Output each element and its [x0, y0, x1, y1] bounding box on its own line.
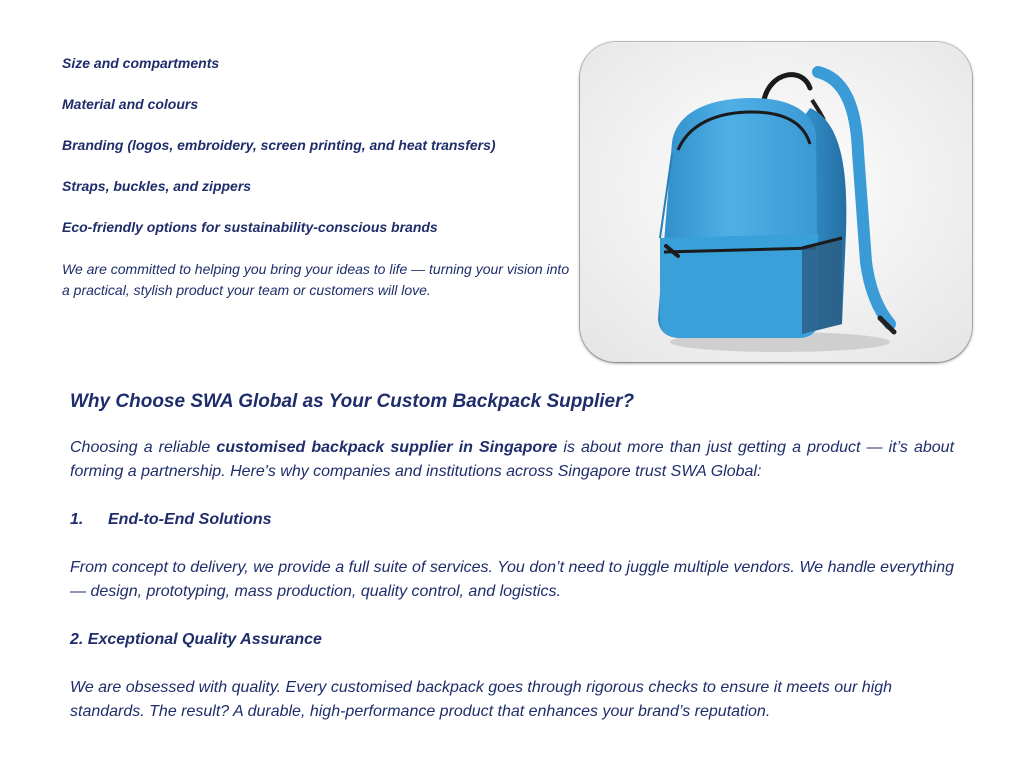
intro-text: is about more than just getting a product — it’s about forming a partnership. Here's why companies and institutions across Singapore trust SWA Global:: [70, 439, 955, 480]
section-number: 2.: [70, 631, 84, 648]
feature-item: Material and colours: [62, 96, 199, 112]
intro-highlight: customised backpack supplier in Singapore: [216, 439, 558, 456]
section-title-text: End-to-End Solutions: [108, 511, 272, 528]
feature-item: Branding (logos, embroidery, screen printing, and heat transfers): [62, 137, 496, 153]
feature-item: Straps, buckles, and zippers: [62, 178, 252, 194]
backpack-illustration: [580, 42, 972, 362]
commitment-paragraph: We are committed to helping you bring your ideas to life — turning your vision into a practical, stylish product your team or customers will love.: [62, 261, 570, 298]
main-content: [70, 388, 954, 724]
why-heading: Why Choose SWA Global as Your Custom Backpack Supplier?: [70, 391, 635, 412]
intro-paragraph: [70, 436, 954, 484]
feature-item: Size and compartments: [62, 55, 220, 71]
feature-item: Eco-friendly options for sustainability-conscious brands: [62, 219, 438, 235]
section-title-text: Exceptional Quality Assurance: [87, 631, 322, 648]
section-number: 1.: [70, 511, 84, 528]
backpack-photo: [580, 42, 972, 362]
section-title: [70, 628, 954, 652]
intro-text: Choosing a reliable: [70, 439, 217, 456]
section-body: We are obsessed with quality. Every customised backpack goes through rigorous checks to ensure it meets our high standards. The result? A durable, high-performance product that enhances your brand’s reputation.: [70, 679, 893, 720]
section-body: From concept to delivery, we provide a full suite of services. You don’t need to juggle multiple vendors. We handle everything — design, prototyping, mass production, quality control, and logistics.: [70, 559, 954, 600]
section-title: [70, 508, 954, 532]
feature-list: [62, 54, 572, 301]
